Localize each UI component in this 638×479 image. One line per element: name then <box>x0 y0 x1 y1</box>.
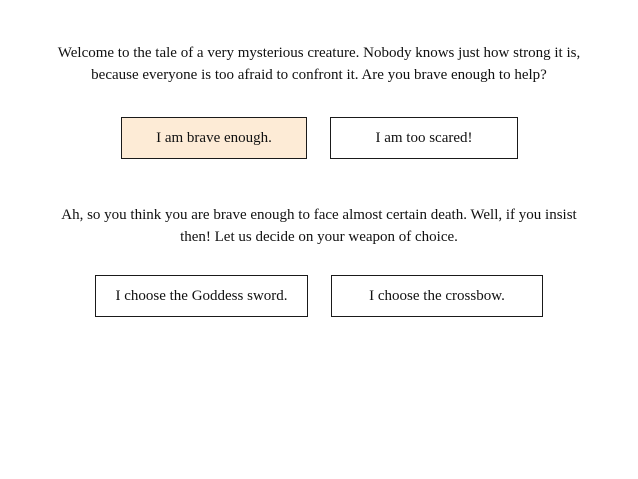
crossbow-button[interactable]: I choose the crossbow. <box>331 275 543 317</box>
goddess-sword-button[interactable]: I choose the Goddess sword. <box>95 275 308 317</box>
intro-story-text: Welcome to the tale of a very mysterious creature. Nobody knows just how strong it is, because everyone is too afraid to confront it. Are you brave enough to help? <box>57 45 581 83</box>
brave-enough-button[interactable]: I am brave enough. <box>121 117 307 159</box>
too-scared-button[interactable]: I am too scared! <box>330 117 518 159</box>
followup-story-text: Ah, so you think you are brave enough to face almost certain death. Well, if you insist then! Let us decide on your weapon of choice. <box>61 207 577 245</box>
